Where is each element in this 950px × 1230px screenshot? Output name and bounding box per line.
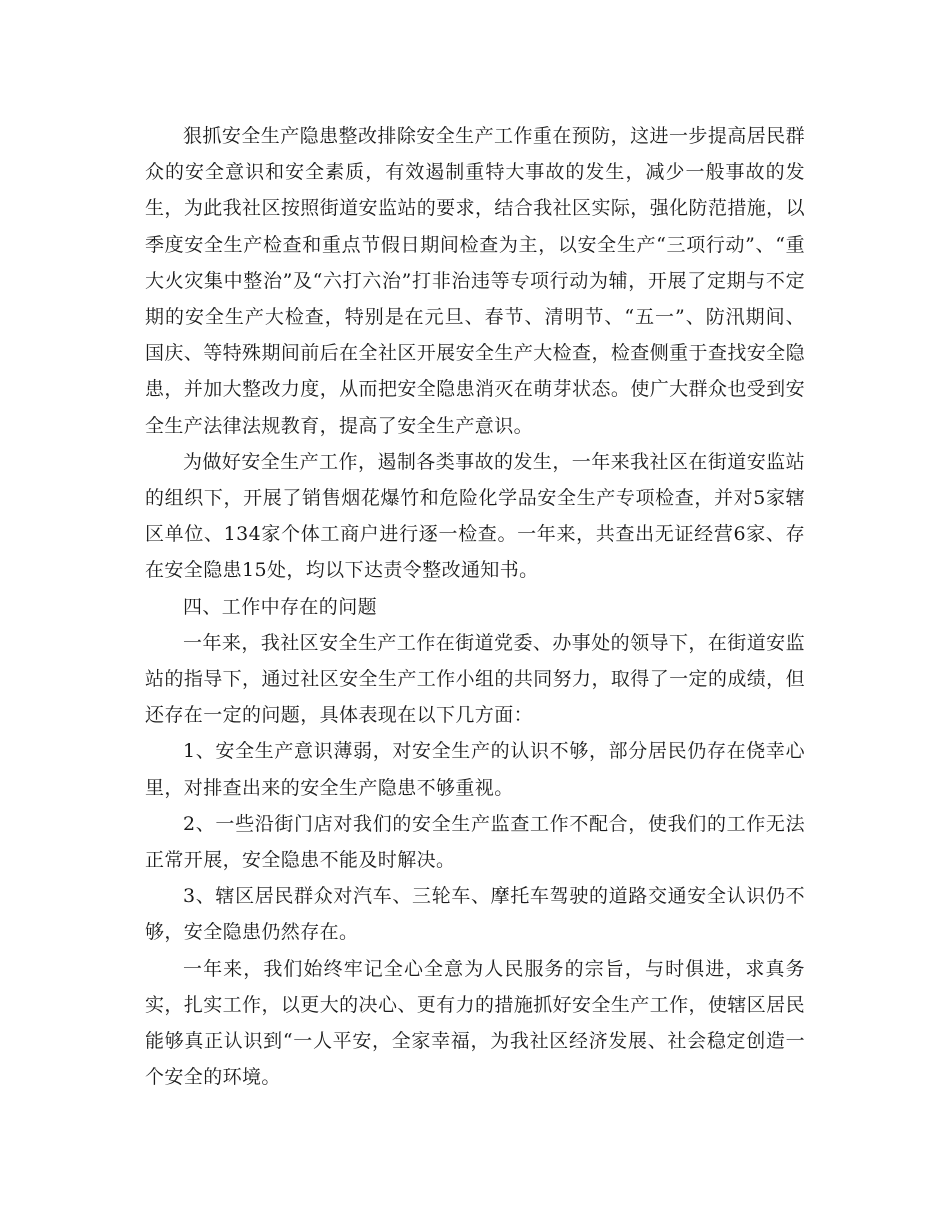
list-item-problem-1: 1、安全生产意识薄弱，对安全生产的认识不够，部分居民仍存在侥幸心里，对排查出来的安全生产隐患不够重视。 (145, 740, 805, 799)
list-item-problem-3: 3、辖区居民群众对汽车、三轮车、摩托车驾驶的道路交通安全认识仍不够，安全隐患仍然存在。 (145, 885, 805, 944)
list-item-problem-2: 2、一些沿街门店对我们的安全生产监查工作不配合，使我们的工作无法正常开展，安全隐患不能及时解决。 (145, 812, 805, 872)
section-heading-problems: 四、工作中存在的问题 (183, 595, 378, 618)
paragraph-problems-intro: 一年来，我社区安全生产工作在街道党委、办事处的领导下，在街道安监站的指导下，通过社区安全生产工作小组的共同努力，取得了一定的成绩，但还存在一定的问题，具体表现在以下几方面： (145, 631, 805, 727)
paragraph-conclusion: 一年来，我们始终牢记全心全意为人民服务的宗旨，与时俱进，求真务实，扎实工作，以更大的决心、更有力的措施抓好安全生产工作，使辖区居民能够真正认识到“一人平安，全家幸福，为我社区经济发展、社会稳定创造一个安全的环境。 (145, 957, 805, 1089)
paragraph-special-inspection: 为做好安全生产工作，遏制各类事故的发生，一年来我社区在街道安监站的组织下，开展了销售烟花爆竹和危险化学品安全生产专项检查，并对5家辖区单位、134家个体工商户进行逐一检查。一年来，共查出无证经营6家、存在安全隐患15处，均以下达责令整改通知书。 (145, 450, 805, 582)
paragraph-hazard-rectification: 狠抓安全生产隐患整改排除安全生产工作重在预防，这进一步提高居民群众的安全意识和安全素质，有效遏制重特大事故的发生，减少一般事故的发生，为此我社区按照街道安监站的要求，结合我社区实际，强化防范措施，以季度安全生产检查和重点节假日期间检查为主，以安全生产“三项行动”、“重大火灾集中整治”及“六打六治”打非治违等专项行动为辅，开展了定期与不定期的安全生产大检查，特别是在元旦、春节、清明节、“五一”、防汛期间、国庆、等特殊期间前后在全社区开展安全生产大检查，检查侧重于查找安全隐患，并加大整改力度，从而把安全隐患消灭在萌芽状态。使广大群众也受到安全生产法律法规教育，提高了安全生产意识。 (145, 125, 805, 437)
document-body (145, 118, 805, 1095)
